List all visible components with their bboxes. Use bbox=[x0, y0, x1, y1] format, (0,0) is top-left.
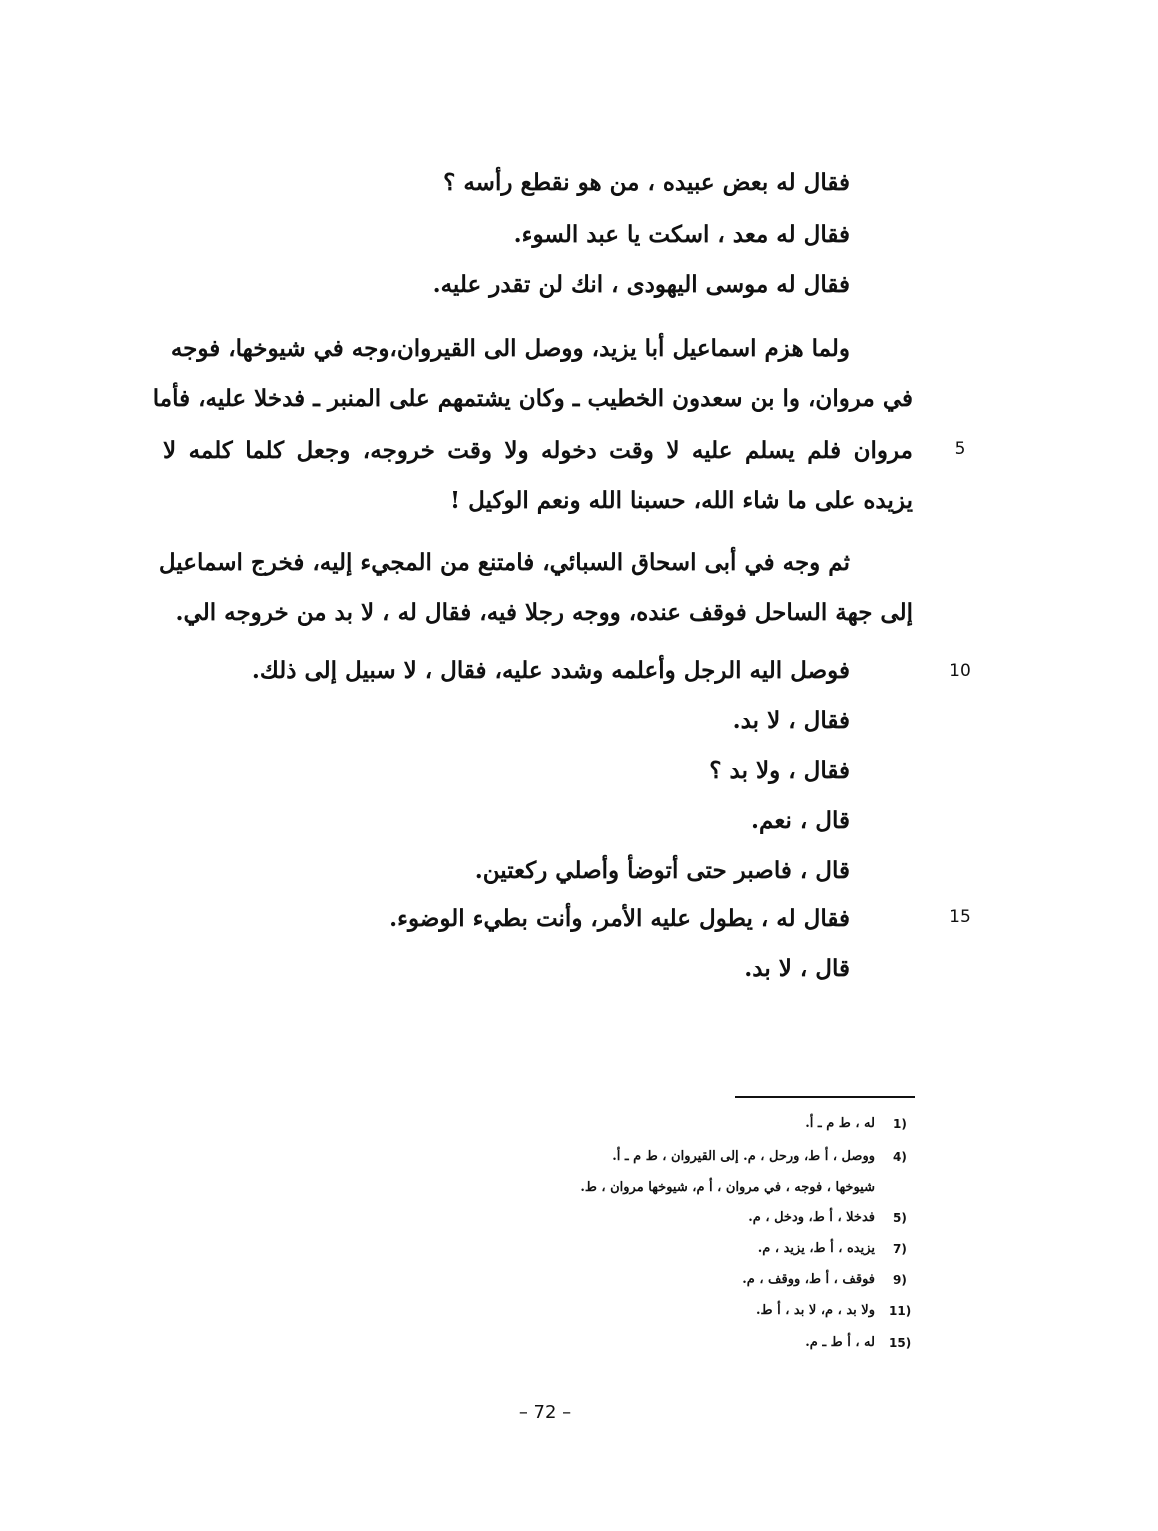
footnote-text: شيوخها ، فوجه ، في مروان ، أ م، شيوخها مروان ، ط. bbox=[580, 1180, 875, 1195]
footnote-number: 4) bbox=[893, 1150, 907, 1164]
text-line: في مروان، وا بن سعدون الخطيب ـ وكان يشتمهم على المنبر ـ فدخلا عليه، فأما bbox=[152, 385, 913, 412]
text-line: فوصل اليه الرجل وأعلمه وشدد عليه، فقال ، لا سبيل إلى ذلك. bbox=[251, 657, 850, 684]
footnote-text: فدخلا ، أ ط، ودخل ، م. bbox=[748, 1210, 875, 1225]
text-line: قال ، نعم. bbox=[751, 807, 850, 834]
footnote-text: ولا بد ، م، لا بد ، أ ط. bbox=[756, 1303, 875, 1318]
footnote-text: له ، ط م ـ أ. bbox=[805, 1116, 875, 1131]
footnote-number: 7) bbox=[893, 1242, 907, 1256]
page-number: – 72 – bbox=[518, 1402, 572, 1423]
text-line: مروان فلم يسلم عليه لا وقت دخوله ولا وقت خروجه، وجعل كلما كلمه لا bbox=[163, 437, 913, 464]
footnote-number: 11) bbox=[889, 1304, 912, 1318]
line-number: 15 bbox=[949, 907, 971, 927]
text-line: قال ، لا بد. bbox=[744, 955, 850, 982]
text-line: قال ، فاصبر حتى أتوضأ وأصلي ركعتين. bbox=[474, 857, 850, 884]
footnote-number: 15) bbox=[889, 1336, 912, 1350]
text-line: فقال له ، يطول عليه الأمر، وأنت بطيء الوضوء. bbox=[389, 905, 850, 932]
line-number: 10 bbox=[949, 661, 971, 681]
text-line: فقال له معد ، اسكت يا عبد السوء. bbox=[513, 221, 850, 248]
footnote-text: له ، أ ط ـ م. bbox=[805, 1335, 875, 1350]
line-number: 5 bbox=[954, 439, 966, 459]
footnote-number: 1) bbox=[893, 1117, 907, 1131]
text-line: يزيده على ما شاء الله، حسبنا الله ونعم الوكيل ! bbox=[450, 487, 913, 514]
footnote-text: يزيده ، أ ط، يزيد ، م. bbox=[757, 1241, 875, 1256]
text-line: ثم وجه في أبى اسحاق السبائي، فامتنع من المجيء إليه، فخرج اسماعيل bbox=[158, 549, 850, 576]
text-line: فقال له بعض عبيده ، من هو نقطع رأسه ؟ bbox=[443, 169, 850, 196]
text-line: فقال ، ولا بد ؟ bbox=[709, 757, 850, 784]
text-line: فقال له موسى اليهودى ، انك لن تقدر عليه. bbox=[432, 271, 850, 298]
footnote-text: فوقف ، أ ط، ووقف ، م. bbox=[742, 1272, 875, 1287]
footnote-text: ووصل ، أ ط، ورحل ، م. إلى القيروان ، ط م ـ أ. bbox=[612, 1149, 875, 1164]
text-line: إلى جهة الساحل فوقف عنده، ووجه رجلا فيه، فقال له ، لا بد من خروجه الي. bbox=[175, 599, 913, 626]
footnote-number: 9) bbox=[893, 1273, 907, 1287]
footnote-separator bbox=[735, 1096, 915, 1098]
text-line: ولما هزم اسماعيل أبا يزيد، ووصل الى القيروان،وجه في شيوخها، فوجه bbox=[170, 335, 850, 362]
footnote-number: 5) bbox=[893, 1211, 907, 1225]
text-line: فقال ، لا بد. bbox=[732, 707, 850, 734]
